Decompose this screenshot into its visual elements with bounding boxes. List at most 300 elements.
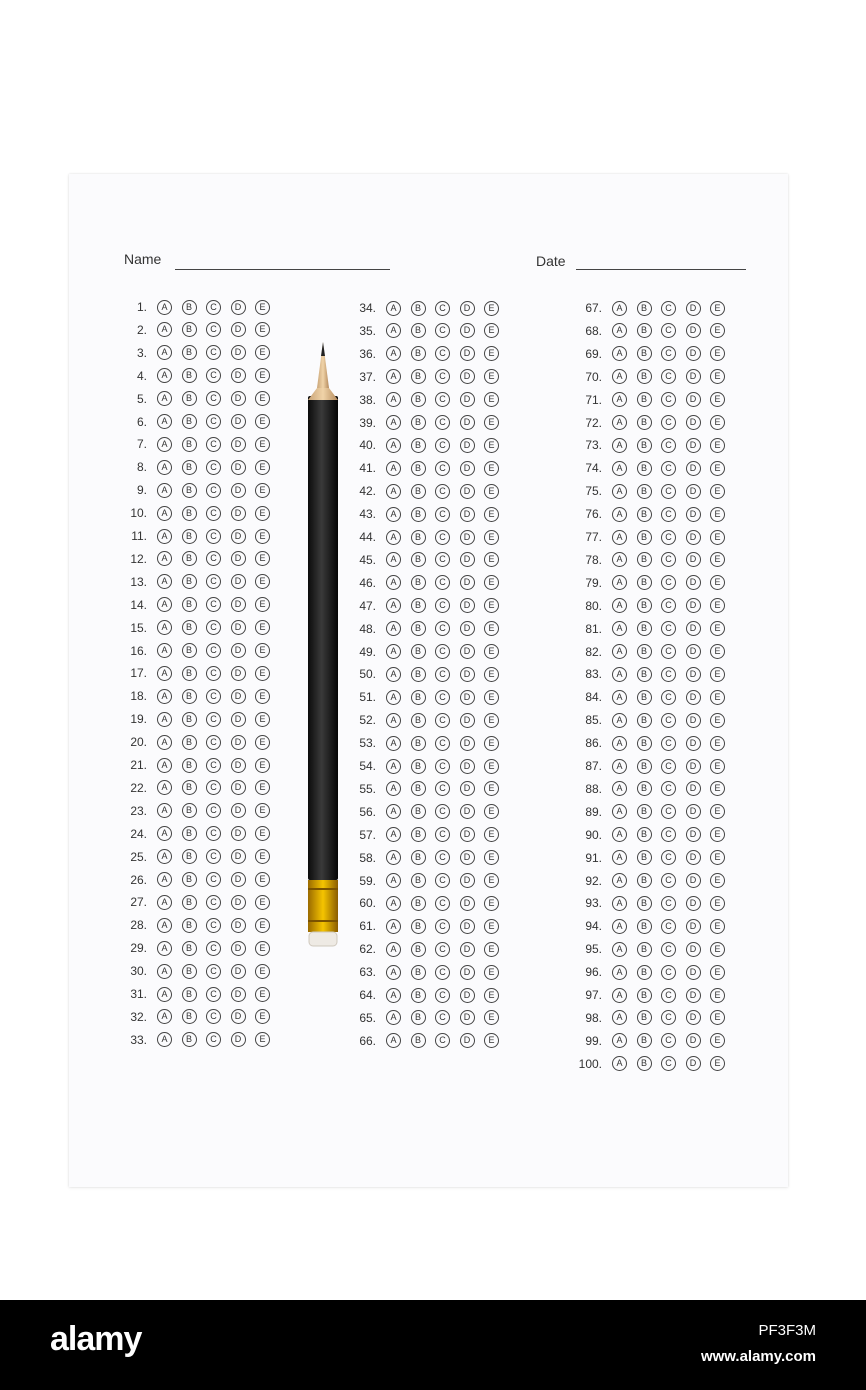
answer-bubble-a[interactable]: A [612,598,627,613]
answer-bubble-d[interactable]: D [460,781,475,796]
answer-bubble-e[interactable]: E [710,804,725,819]
answer-bubble-c[interactable]: C [435,690,450,705]
answer-bubble-d[interactable]: D [460,713,475,728]
answer-bubble-b[interactable]: B [182,964,197,979]
answer-bubble-e[interactable]: E [484,1010,499,1025]
answer-bubble-b[interactable]: B [182,826,197,841]
answer-bubble-a[interactable]: A [612,1056,627,1071]
answer-bubble-c[interactable]: C [661,621,676,636]
answer-bubble-b[interactable]: B [411,759,426,774]
answer-bubble-a[interactable]: A [157,437,172,452]
answer-bubble-d[interactable]: D [686,415,701,430]
answer-bubble-b[interactable]: B [182,368,197,383]
answer-bubble-e[interactable]: E [484,415,499,430]
answer-bubble-c[interactable]: C [661,552,676,567]
answer-bubble-d[interactable]: D [231,849,246,864]
answer-bubble-a[interactable]: A [157,643,172,658]
answer-bubble-c[interactable]: C [206,758,221,773]
answer-bubble-c[interactable]: C [661,942,676,957]
answer-bubble-d[interactable]: D [460,759,475,774]
answer-bubble-a[interactable]: A [386,965,401,980]
answer-bubble-d[interactable]: D [460,415,475,430]
answer-bubble-a[interactable]: A [157,551,172,566]
answer-bubble-a[interactable]: A [157,322,172,337]
answer-bubble-e[interactable]: E [710,644,725,659]
answer-bubble-c[interactable]: C [206,345,221,360]
answer-bubble-c[interactable]: C [661,1056,676,1071]
answer-bubble-c[interactable]: C [435,736,450,751]
answer-bubble-b[interactable]: B [182,895,197,910]
answer-bubble-a[interactable]: A [612,1010,627,1025]
answer-bubble-a[interactable]: A [157,895,172,910]
answer-bubble-b[interactable]: B [637,965,652,980]
answer-bubble-c[interactable]: C [661,736,676,751]
answer-bubble-b[interactable]: B [182,300,197,315]
answer-bubble-e[interactable]: E [255,368,270,383]
answer-bubble-b[interactable]: B [182,987,197,1002]
answer-bubble-a[interactable]: A [612,461,627,476]
answer-bubble-a[interactable]: A [386,392,401,407]
answer-bubble-a[interactable]: A [612,484,627,499]
answer-bubble-d[interactable]: D [686,850,701,865]
answer-bubble-c[interactable]: C [661,301,676,316]
answer-bubble-d[interactable]: D [231,300,246,315]
answer-bubble-d[interactable]: D [231,551,246,566]
answer-bubble-d[interactable]: D [231,322,246,337]
answer-bubble-c[interactable]: C [661,507,676,522]
answer-bubble-d[interactable]: D [460,988,475,1003]
answer-bubble-b[interactable]: B [182,941,197,956]
answer-bubble-d[interactable]: D [686,507,701,522]
answer-bubble-d[interactable]: D [686,438,701,453]
answer-bubble-b[interactable]: B [637,644,652,659]
answer-bubble-b[interactable]: B [637,484,652,499]
answer-bubble-c[interactable]: C [435,804,450,819]
answer-bubble-b[interactable]: B [182,483,197,498]
answer-bubble-a[interactable]: A [612,827,627,842]
answer-bubble-a[interactable]: A [612,873,627,888]
answer-bubble-a[interactable]: A [612,1033,627,1048]
answer-bubble-c[interactable]: C [661,461,676,476]
answer-bubble-b[interactable]: B [637,530,652,545]
answer-bubble-a[interactable]: A [386,713,401,728]
answer-bubble-d[interactable]: D [231,918,246,933]
answer-bubble-a[interactable]: A [157,345,172,360]
answer-bubble-e[interactable]: E [255,941,270,956]
answer-bubble-c[interactable]: C [661,323,676,338]
answer-bubble-a[interactable]: A [386,896,401,911]
answer-bubble-e[interactable]: E [255,574,270,589]
answer-bubble-d[interactable]: D [686,552,701,567]
answer-bubble-a[interactable]: A [612,438,627,453]
answer-bubble-d[interactable]: D [231,780,246,795]
answer-bubble-a[interactable]: A [386,621,401,636]
answer-bubble-a[interactable]: A [612,804,627,819]
answer-bubble-d[interactable]: D [460,873,475,888]
answer-bubble-e[interactable]: E [484,713,499,728]
answer-bubble-b[interactable]: B [182,391,197,406]
answer-bubble-e[interactable]: E [255,735,270,750]
answer-bubble-c[interactable]: C [661,667,676,682]
answer-bubble-d[interactable]: D [460,530,475,545]
answer-bubble-c[interactable]: C [435,621,450,636]
answer-bubble-a[interactable]: A [157,414,172,429]
answer-bubble-a[interactable]: A [386,552,401,567]
answer-bubble-c[interactable]: C [206,643,221,658]
answer-bubble-b[interactable]: B [411,827,426,842]
answer-bubble-e[interactable]: E [710,827,725,842]
answer-bubble-b[interactable]: B [411,804,426,819]
answer-bubble-b[interactable]: B [182,506,197,521]
answer-bubble-b[interactable]: B [182,780,197,795]
answer-bubble-c[interactable]: C [435,873,450,888]
answer-bubble-c[interactable]: C [435,323,450,338]
answer-bubble-e[interactable]: E [710,736,725,751]
answer-bubble-b[interactable]: B [182,1032,197,1047]
answer-bubble-a[interactable]: A [612,346,627,361]
answer-bubble-b[interactable]: B [637,1056,652,1071]
answer-bubble-b[interactable]: B [637,873,652,888]
answer-bubble-e[interactable]: E [484,850,499,865]
answer-bubble-e[interactable]: E [484,896,499,911]
answer-bubble-c[interactable]: C [435,461,450,476]
answer-bubble-c[interactable]: C [206,483,221,498]
answer-bubble-e[interactable]: E [255,895,270,910]
answer-bubble-e[interactable]: E [484,827,499,842]
answer-bubble-d[interactable]: D [231,643,246,658]
answer-bubble-b[interactable]: B [637,667,652,682]
answer-bubble-d[interactable]: D [460,919,475,934]
answer-bubble-a[interactable]: A [386,415,401,430]
answer-bubble-e[interactable]: E [484,690,499,705]
answer-bubble-d[interactable]: D [686,346,701,361]
answer-bubble-c[interactable]: C [661,484,676,499]
answer-bubble-b[interactable]: B [637,804,652,819]
answer-bubble-d[interactable]: D [686,575,701,590]
answer-bubble-c[interactable]: C [661,713,676,728]
answer-bubble-b[interactable]: B [411,850,426,865]
answer-bubble-b[interactable]: B [182,574,197,589]
answer-bubble-d[interactable]: D [686,621,701,636]
answer-bubble-e[interactable]: E [484,781,499,796]
answer-bubble-c[interactable]: C [661,369,676,384]
answer-bubble-b[interactable]: B [411,667,426,682]
answer-bubble-d[interactable]: D [231,414,246,429]
answer-bubble-c[interactable]: C [435,942,450,957]
answer-bubble-c[interactable]: C [435,781,450,796]
answer-bubble-e[interactable]: E [710,1010,725,1025]
answer-bubble-d[interactable]: D [231,1009,246,1024]
answer-bubble-c[interactable]: C [435,346,450,361]
answer-bubble-a[interactable]: A [612,552,627,567]
answer-bubble-d[interactable]: D [460,369,475,384]
answer-bubble-a[interactable]: A [612,988,627,1003]
answer-bubble-a[interactable]: A [386,461,401,476]
answer-bubble-e[interactable]: E [484,575,499,590]
answer-bubble-d[interactable]: D [460,736,475,751]
answer-bubble-c[interactable]: C [661,346,676,361]
answer-bubble-c[interactable]: C [206,529,221,544]
answer-bubble-a[interactable]: A [612,323,627,338]
answer-bubble-d[interactable]: D [231,391,246,406]
answer-bubble-e[interactable]: E [484,804,499,819]
answer-bubble-e[interactable]: E [484,759,499,774]
answer-bubble-e[interactable]: E [255,872,270,887]
answer-bubble-d[interactable]: D [686,598,701,613]
answer-bubble-b[interactable]: B [637,690,652,705]
answer-bubble-d[interactable]: D [460,598,475,613]
answer-bubble-c[interactable]: C [206,437,221,452]
answer-bubble-d[interactable]: D [231,506,246,521]
answer-bubble-c[interactable]: C [661,965,676,980]
answer-bubble-d[interactable]: D [460,667,475,682]
answer-bubble-c[interactable]: C [206,964,221,979]
answer-bubble-e[interactable]: E [710,438,725,453]
answer-bubble-a[interactable]: A [157,712,172,727]
answer-bubble-a[interactable]: A [612,369,627,384]
answer-bubble-b[interactable]: B [637,552,652,567]
answer-bubble-a[interactable]: A [386,781,401,796]
answer-bubble-a[interactable]: A [386,323,401,338]
answer-bubble-c[interactable]: C [435,827,450,842]
answer-bubble-b[interactable]: B [411,988,426,1003]
answer-bubble-e[interactable]: E [255,666,270,681]
answer-bubble-e[interactable]: E [710,484,725,499]
answer-bubble-a[interactable]: A [386,1033,401,1048]
answer-bubble-e[interactable]: E [710,301,725,316]
answer-bubble-d[interactable]: D [686,988,701,1003]
answer-bubble-d[interactable]: D [231,758,246,773]
answer-bubble-e[interactable]: E [255,529,270,544]
answer-bubble-c[interactable]: C [206,551,221,566]
answer-bubble-d[interactable]: D [686,919,701,934]
answer-bubble-c[interactable]: C [661,988,676,1003]
answer-bubble-c[interactable]: C [435,644,450,659]
answer-bubble-e[interactable]: E [255,1009,270,1024]
answer-bubble-a[interactable]: A [157,964,172,979]
answer-bubble-c[interactable]: C [661,1033,676,1048]
answer-bubble-e[interactable]: E [255,551,270,566]
answer-bubble-c[interactable]: C [206,735,221,750]
answer-bubble-c[interactable]: C [206,987,221,1002]
answer-bubble-d[interactable]: D [686,484,701,499]
answer-bubble-e[interactable]: E [710,507,725,522]
answer-bubble-d[interactable]: D [686,965,701,980]
answer-bubble-b[interactable]: B [637,827,652,842]
answer-bubble-e[interactable]: E [255,437,270,452]
answer-bubble-d[interactable]: D [231,735,246,750]
answer-bubble-c[interactable]: C [435,919,450,934]
answer-bubble-a[interactable]: A [157,1009,172,1024]
answer-bubble-d[interactable]: D [231,1032,246,1047]
answer-bubble-c[interactable]: C [435,1010,450,1025]
answer-bubble-d[interactable]: D [460,484,475,499]
answer-bubble-d[interactable]: D [460,621,475,636]
answer-bubble-a[interactable]: A [612,942,627,957]
answer-bubble-b[interactable]: B [182,758,197,773]
answer-bubble-b[interactable]: B [182,735,197,750]
answer-bubble-e[interactable]: E [255,780,270,795]
answer-bubble-d[interactable]: D [231,895,246,910]
answer-bubble-e[interactable]: E [710,323,725,338]
answer-bubble-c[interactable]: C [206,712,221,727]
answer-bubble-a[interactable]: A [612,644,627,659]
answer-bubble-b[interactable]: B [411,598,426,613]
answer-bubble-c[interactable]: C [435,438,450,453]
answer-bubble-a[interactable]: A [612,301,627,316]
answer-bubble-c[interactable]: C [206,460,221,475]
answer-bubble-e[interactable]: E [255,483,270,498]
answer-bubble-b[interactable]: B [637,301,652,316]
answer-bubble-b[interactable]: B [637,850,652,865]
answer-bubble-e[interactable]: E [710,919,725,934]
answer-bubble-e[interactable]: E [255,506,270,521]
answer-bubble-c[interactable]: C [206,849,221,864]
answer-bubble-e[interactable]: E [255,918,270,933]
answer-bubble-c[interactable]: C [206,803,221,818]
answer-bubble-e[interactable]: E [710,346,725,361]
answer-bubble-a[interactable]: A [386,827,401,842]
answer-bubble-a[interactable]: A [612,896,627,911]
answer-bubble-c[interactable]: C [435,988,450,1003]
answer-bubble-e[interactable]: E [484,965,499,980]
answer-bubble-a[interactable]: A [157,574,172,589]
answer-bubble-d[interactable]: D [686,873,701,888]
answer-bubble-b[interactable]: B [182,551,197,566]
answer-bubble-c[interactable]: C [206,780,221,795]
answer-bubble-a[interactable]: A [386,369,401,384]
answer-bubble-e[interactable]: E [255,758,270,773]
answer-bubble-e[interactable]: E [484,736,499,751]
answer-bubble-b[interactable]: B [411,507,426,522]
answer-bubble-e[interactable]: E [710,621,725,636]
answer-bubble-c[interactable]: C [661,781,676,796]
answer-bubble-a[interactable]: A [612,850,627,865]
answer-bubble-e[interactable]: E [710,690,725,705]
answer-bubble-e[interactable]: E [255,987,270,1002]
answer-bubble-d[interactable]: D [686,392,701,407]
answer-bubble-b[interactable]: B [637,1033,652,1048]
answer-bubble-e[interactable]: E [255,597,270,612]
answer-bubble-a[interactable]: A [157,872,172,887]
answer-bubble-e[interactable]: E [484,392,499,407]
answer-bubble-e[interactable]: E [710,369,725,384]
answer-bubble-d[interactable]: D [231,368,246,383]
answer-bubble-b[interactable]: B [182,689,197,704]
answer-bubble-b[interactable]: B [411,942,426,957]
answer-bubble-b[interactable]: B [411,873,426,888]
answer-bubble-c[interactable]: C [661,598,676,613]
answer-bubble-b[interactable]: B [411,919,426,934]
answer-bubble-c[interactable]: C [435,598,450,613]
answer-bubble-c[interactable]: C [661,690,676,705]
answer-bubble-e[interactable]: E [710,781,725,796]
answer-bubble-d[interactable]: D [686,896,701,911]
answer-bubble-b[interactable]: B [411,781,426,796]
answer-bubble-c[interactable]: C [206,597,221,612]
answer-bubble-d[interactable]: D [231,712,246,727]
answer-bubble-b[interactable]: B [411,530,426,545]
answer-bubble-c[interactable]: C [661,850,676,865]
answer-bubble-c[interactable]: C [206,391,221,406]
answer-bubble-d[interactable]: D [460,942,475,957]
answer-bubble-a[interactable]: A [157,849,172,864]
answer-bubble-b[interactable]: B [182,437,197,452]
answer-bubble-d[interactable]: D [686,804,701,819]
answer-bubble-a[interactable]: A [157,780,172,795]
answer-bubble-d[interactable]: D [686,942,701,957]
answer-bubble-d[interactable]: D [231,437,246,452]
answer-bubble-d[interactable]: D [231,597,246,612]
answer-bubble-c[interactable]: C [661,919,676,934]
answer-bubble-b[interactable]: B [637,1010,652,1025]
answer-bubble-e[interactable]: E [255,322,270,337]
answer-bubble-c[interactable]: C [435,965,450,980]
answer-bubble-d[interactable]: D [231,483,246,498]
answer-bubble-e[interactable]: E [484,644,499,659]
answer-bubble-a[interactable]: A [386,507,401,522]
answer-bubble-d[interactable]: D [460,461,475,476]
answer-bubble-a[interactable]: A [386,850,401,865]
answer-bubble-b[interactable]: B [182,345,197,360]
answer-bubble-a[interactable]: A [612,530,627,545]
answer-bubble-e[interactable]: E [484,369,499,384]
answer-bubble-a[interactable]: A [386,873,401,888]
answer-bubble-a[interactable]: A [157,803,172,818]
answer-bubble-a[interactable]: A [386,667,401,682]
answer-bubble-a[interactable]: A [612,392,627,407]
answer-bubble-b[interactable]: B [182,643,197,658]
answer-bubble-c[interactable]: C [206,620,221,635]
answer-bubble-c[interactable]: C [435,415,450,430]
answer-bubble-b[interactable]: B [182,597,197,612]
answer-bubble-c[interactable]: C [206,1032,221,1047]
answer-bubble-c[interactable]: C [206,666,221,681]
answer-bubble-d[interactable]: D [460,392,475,407]
answer-bubble-b[interactable]: B [637,759,652,774]
answer-bubble-d[interactable]: D [460,575,475,590]
answer-bubble-e[interactable]: E [710,415,725,430]
answer-bubble-e[interactable]: E [710,552,725,567]
answer-bubble-d[interactable]: D [460,346,475,361]
answer-bubble-b[interactable]: B [411,965,426,980]
answer-bubble-b[interactable]: B [637,392,652,407]
answer-bubble-a[interactable]: A [157,826,172,841]
answer-bubble-a[interactable]: A [157,666,172,681]
answer-bubble-d[interactable]: D [460,644,475,659]
answer-bubble-a[interactable]: A [386,484,401,499]
answer-bubble-d[interactable]: D [686,713,701,728]
answer-bubble-e[interactable]: E [255,803,270,818]
answer-bubble-a[interactable]: A [157,460,172,475]
answer-bubble-a[interactable]: A [386,575,401,590]
answer-bubble-b[interactable]: B [182,918,197,933]
answer-bubble-a[interactable]: A [157,689,172,704]
answer-bubble-d[interactable]: D [460,301,475,316]
answer-bubble-e[interactable]: E [710,965,725,980]
answer-bubble-c[interactable]: C [206,506,221,521]
answer-bubble-a[interactable]: A [386,988,401,1003]
answer-bubble-c[interactable]: C [661,392,676,407]
answer-bubble-e[interactable]: E [710,598,725,613]
answer-bubble-b[interactable]: B [411,346,426,361]
answer-bubble-c[interactable]: C [661,759,676,774]
answer-bubble-c[interactable]: C [661,804,676,819]
answer-bubble-b[interactable]: B [637,323,652,338]
answer-bubble-d[interactable]: D [686,1056,701,1071]
answer-bubble-e[interactable]: E [484,919,499,934]
answer-bubble-c[interactable]: C [661,530,676,545]
